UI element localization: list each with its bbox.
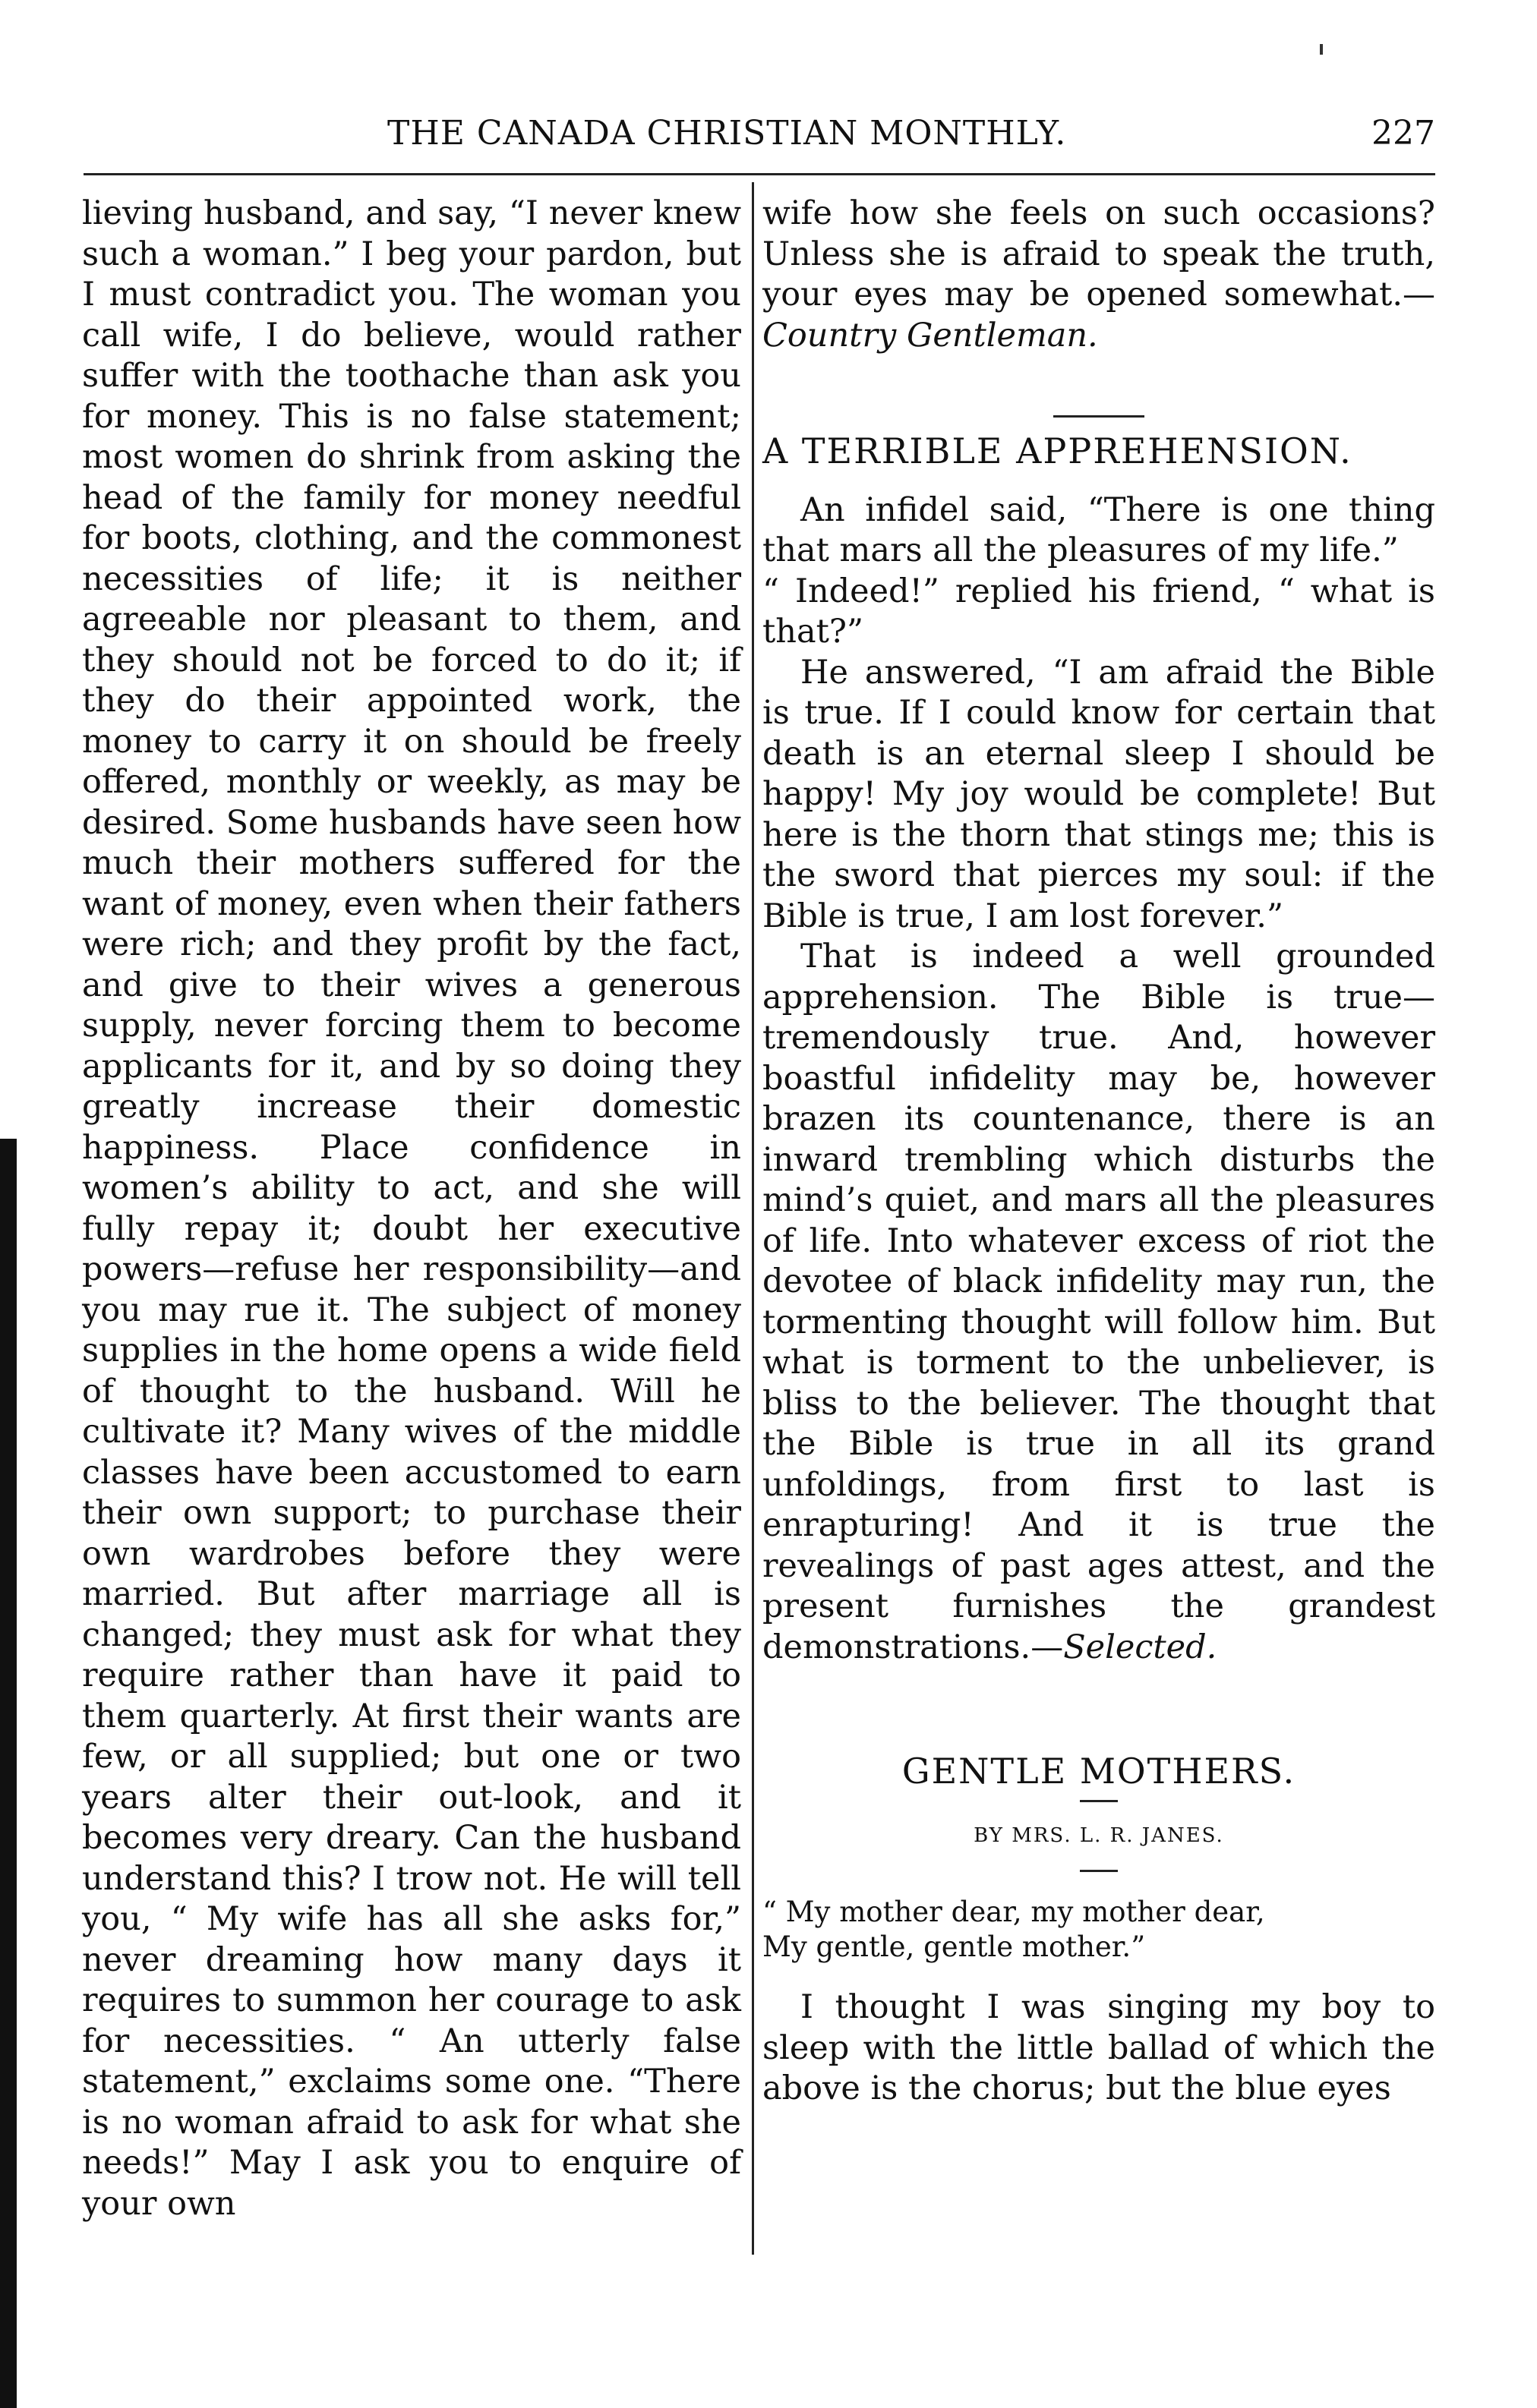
continued-text: wife how she feels on such occasions? Unless she is afraid to speak the truth, your eyes may be opened somewhat.— [762, 194, 1435, 314]
column-divider [752, 182, 754, 2255]
epigraph-line: My gentle, gentle mother.” [762, 1930, 1146, 1963]
section-rule [1080, 1800, 1118, 1802]
epigraph-line: “ My mother dear, my mother dear, [762, 1896, 1265, 1928]
article-heading: GENTLE MOTHERS. [901, 1751, 1296, 1792]
section-rule [1053, 415, 1144, 418]
source-credit: Selected. [1063, 1628, 1217, 1666]
right-column [762, 194, 1435, 2110]
article-paragraph [762, 937, 1435, 1668]
byline: BY MRS. L. R. JANES. [974, 1823, 1224, 1847]
margin-mark [1320, 44, 1323, 55]
article-paragraph: An infidel said, “There is one thing that mars all the pleasures of my life.” [762, 490, 1435, 569]
running-head [76, 114, 1435, 159]
left-column [82, 194, 741, 2224]
body-paragraph: lieving husband, and say, “I never knew such a woman.” I beg your pardon, but I must contradict you. The woman you call wife, I do believe, would rather suffer with the toothache than ask you for money. This is no false statement; most women do shrink from asking the head of the family for money needful for boots, clothing, and the commonest necessities of life; it is neither agreeable nor pleasant to them, and they should not be forced to do it; if they do their appointed work, the money to carry it on should be freely offered, monthly or weekly, as may be desired. Some husbands have seen how much their mothers suffered for the want of money, even when their fathers were rich; and they profit by the fact, and give to their wives a generous supply, never forcing them to become applicants for it, and by so doing they greatly increase their domestic happiness. Place confidence in women’s ability to act, and she will fully repay it; doubt her executive powers—refuse her responsibility—and you may rue it. The subject of money supplies in the home opens a wide field of thought to the husband. Will he cultivate it? Many wives of the middle classes have been accustomed to earn their own support; to purchase their own wardrobes before they were married. But after marriage all is changed; they must ask for what they require rather than have it paid to them quarterly. At first their wants are few, or all supplied; but one or two years alter their out-look, and it becomes very dreary. Can the husband understand this? I trow not. He will tell you, “ My wife has all she asks for,” never dreaming how many days it requires to summon her courage to ask for necessities. “ An utterly false statement,” exclaims some one. “There is no woman afraid to ask for what she needs!” May I ask you to enquire of your own [82, 194, 741, 2223]
article-paragraph: He answered, “I am afraid the Bible is true. If I could know for certain that death is an eternal sleep I should be happy! My joy would be complete! But here is the thorn that stings me; this is the sword that pierces my soul: if the Bible is true, I am lost forever.” [762, 653, 1435, 935]
header-rule [84, 173, 1435, 175]
article-heading: A TERRIBLE APPREHENSION. [762, 430, 1352, 471]
article-paragraph: I thought I was singing my boy to sleep with the little ballad of which the above is the chorus; but the blue eyes [762, 1988, 1435, 2107]
page-number: 227 [1371, 114, 1435, 153]
journal-title: THE CANADA CHRISTIAN MONTHLY. [387, 114, 1067, 153]
source-credit: Country Gentleman. [762, 316, 1098, 355]
section-rule [1080, 1870, 1118, 1872]
article-text: That is indeed a well grounded apprehension. The Bible is true—tremendously true. And, however boastful infidelity may be, however brazen its countenance, there is an inward trembling which disturbs the mind’s quiet, and mars all the pleasures of life. Into whatever excess of riot the devotee of black infidelity may run, the tormenting thought will follow him. But what is torment to the unbeliever, is bliss to the believer. The thought that the Bible is true in all its grand unfoldings, from first to last is enrapturing! And it is true the revealings of past ages attest, and the present furnishes the grandest demonstrations.— [762, 938, 1435, 1666]
epigraph [762, 1895, 1435, 1965]
continued-paragraph [762, 194, 1435, 356]
binding-edge [0, 1139, 17, 2408]
article-paragraph: “ Indeed!” replied his friend, “ what is that?” [762, 572, 1435, 651]
